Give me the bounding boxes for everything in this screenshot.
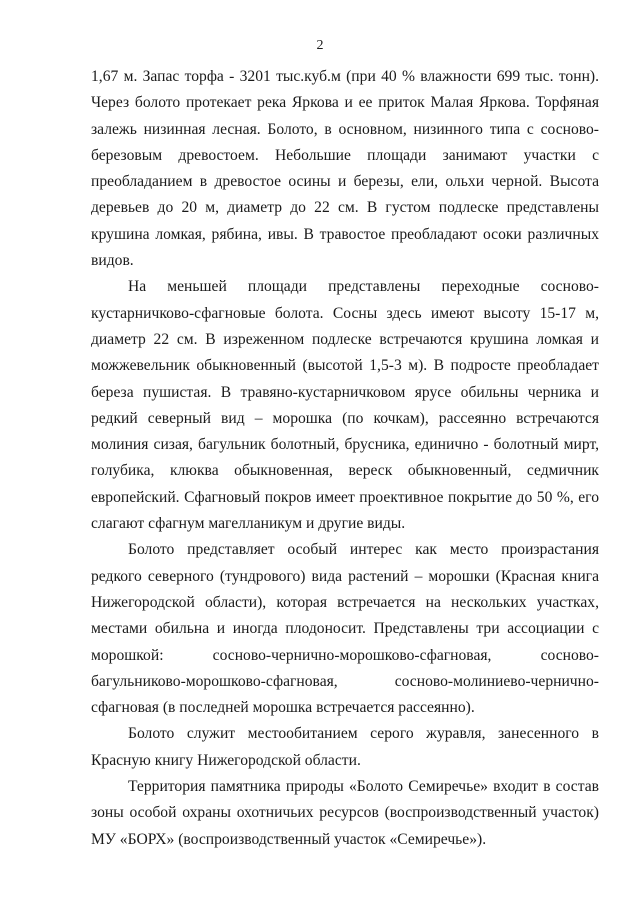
paragraph-crane: Болото служит местообитанием серого журавля, занесенного в Красную книгу Нижегородской области. bbox=[91, 725, 599, 769]
paragraph-cloudberry: Болото представляет особый интерес как место произрастания редкого северного (тундрового) вида растений – морошки (Красная книга Нижегородской области), которая встречается на нескольких участках, местами обильна и иногда плодоносит. Представлены три ассоциации с морошкой: сосново-чернично-морошково-сфагновая, сосново-багульниково-морошково-сфагновая, сосново-молиниево-чернично-сфагновая (в последней морошка встречается рассеянно). bbox=[91, 541, 599, 717]
paragraph-hunting-zone: Территория памятника природы «Болото Семиречье» входит в состав зоны особой охраны охотничьих ресурсов (воспроизводственный участок) МУ «БОРХ» (воспроизводственный участок «Семиречье»). bbox=[91, 778, 599, 848]
paragraph-peat-deposit: 1,67 м. Запас торфа - 3201 тыс.куб.м (при 40 % влажности 699 тыс. тонн). Через болото протекает река Яркова и ее приток Малая Яркова. Торфяная залежь низинная лесная. Болото, в основном, низинного типа с сосново-березовым древостоем. Небольшие площади занимают участки с преобладанием в древостое осины и березы, ели, ольхи черной. Высота деревьев до 20 м, диаметр до 22 см. В густом подлеске представлены крушина ломкая, рябина, ивы. В травостое преобладают осоки различных видов. bbox=[91, 68, 599, 270]
paragraph-transitional-bogs: На меньшей площади представлены переходные сосново-кустарничково-сфагновые болота. Сосны здесь имеют высоту 15-17 м, диаметр 22 см. В изреженном подлеске встречаются крушина ломкая и можжевельник обыкновенный (высотой 1,5-3 м). В подросте преобладает береза пушистая. В травяно-кустарничковом ярусе обильны черника и редкий северный вид – морошка (по кочкам), рассеянно встречаются молиния сизая, багульник болотный, брусника, единично - болотный мирт, голубика, клюква обыкновенная, вереск обыкновенный, седмичник европейский. Сфагновый покров имеет проективное покрытие до 50 %, его слагают сфагнум магелланикум и другие виды. bbox=[91, 278, 599, 533]
page-number: 2 bbox=[316, 38, 324, 53]
document-body bbox=[91, 64, 599, 853]
